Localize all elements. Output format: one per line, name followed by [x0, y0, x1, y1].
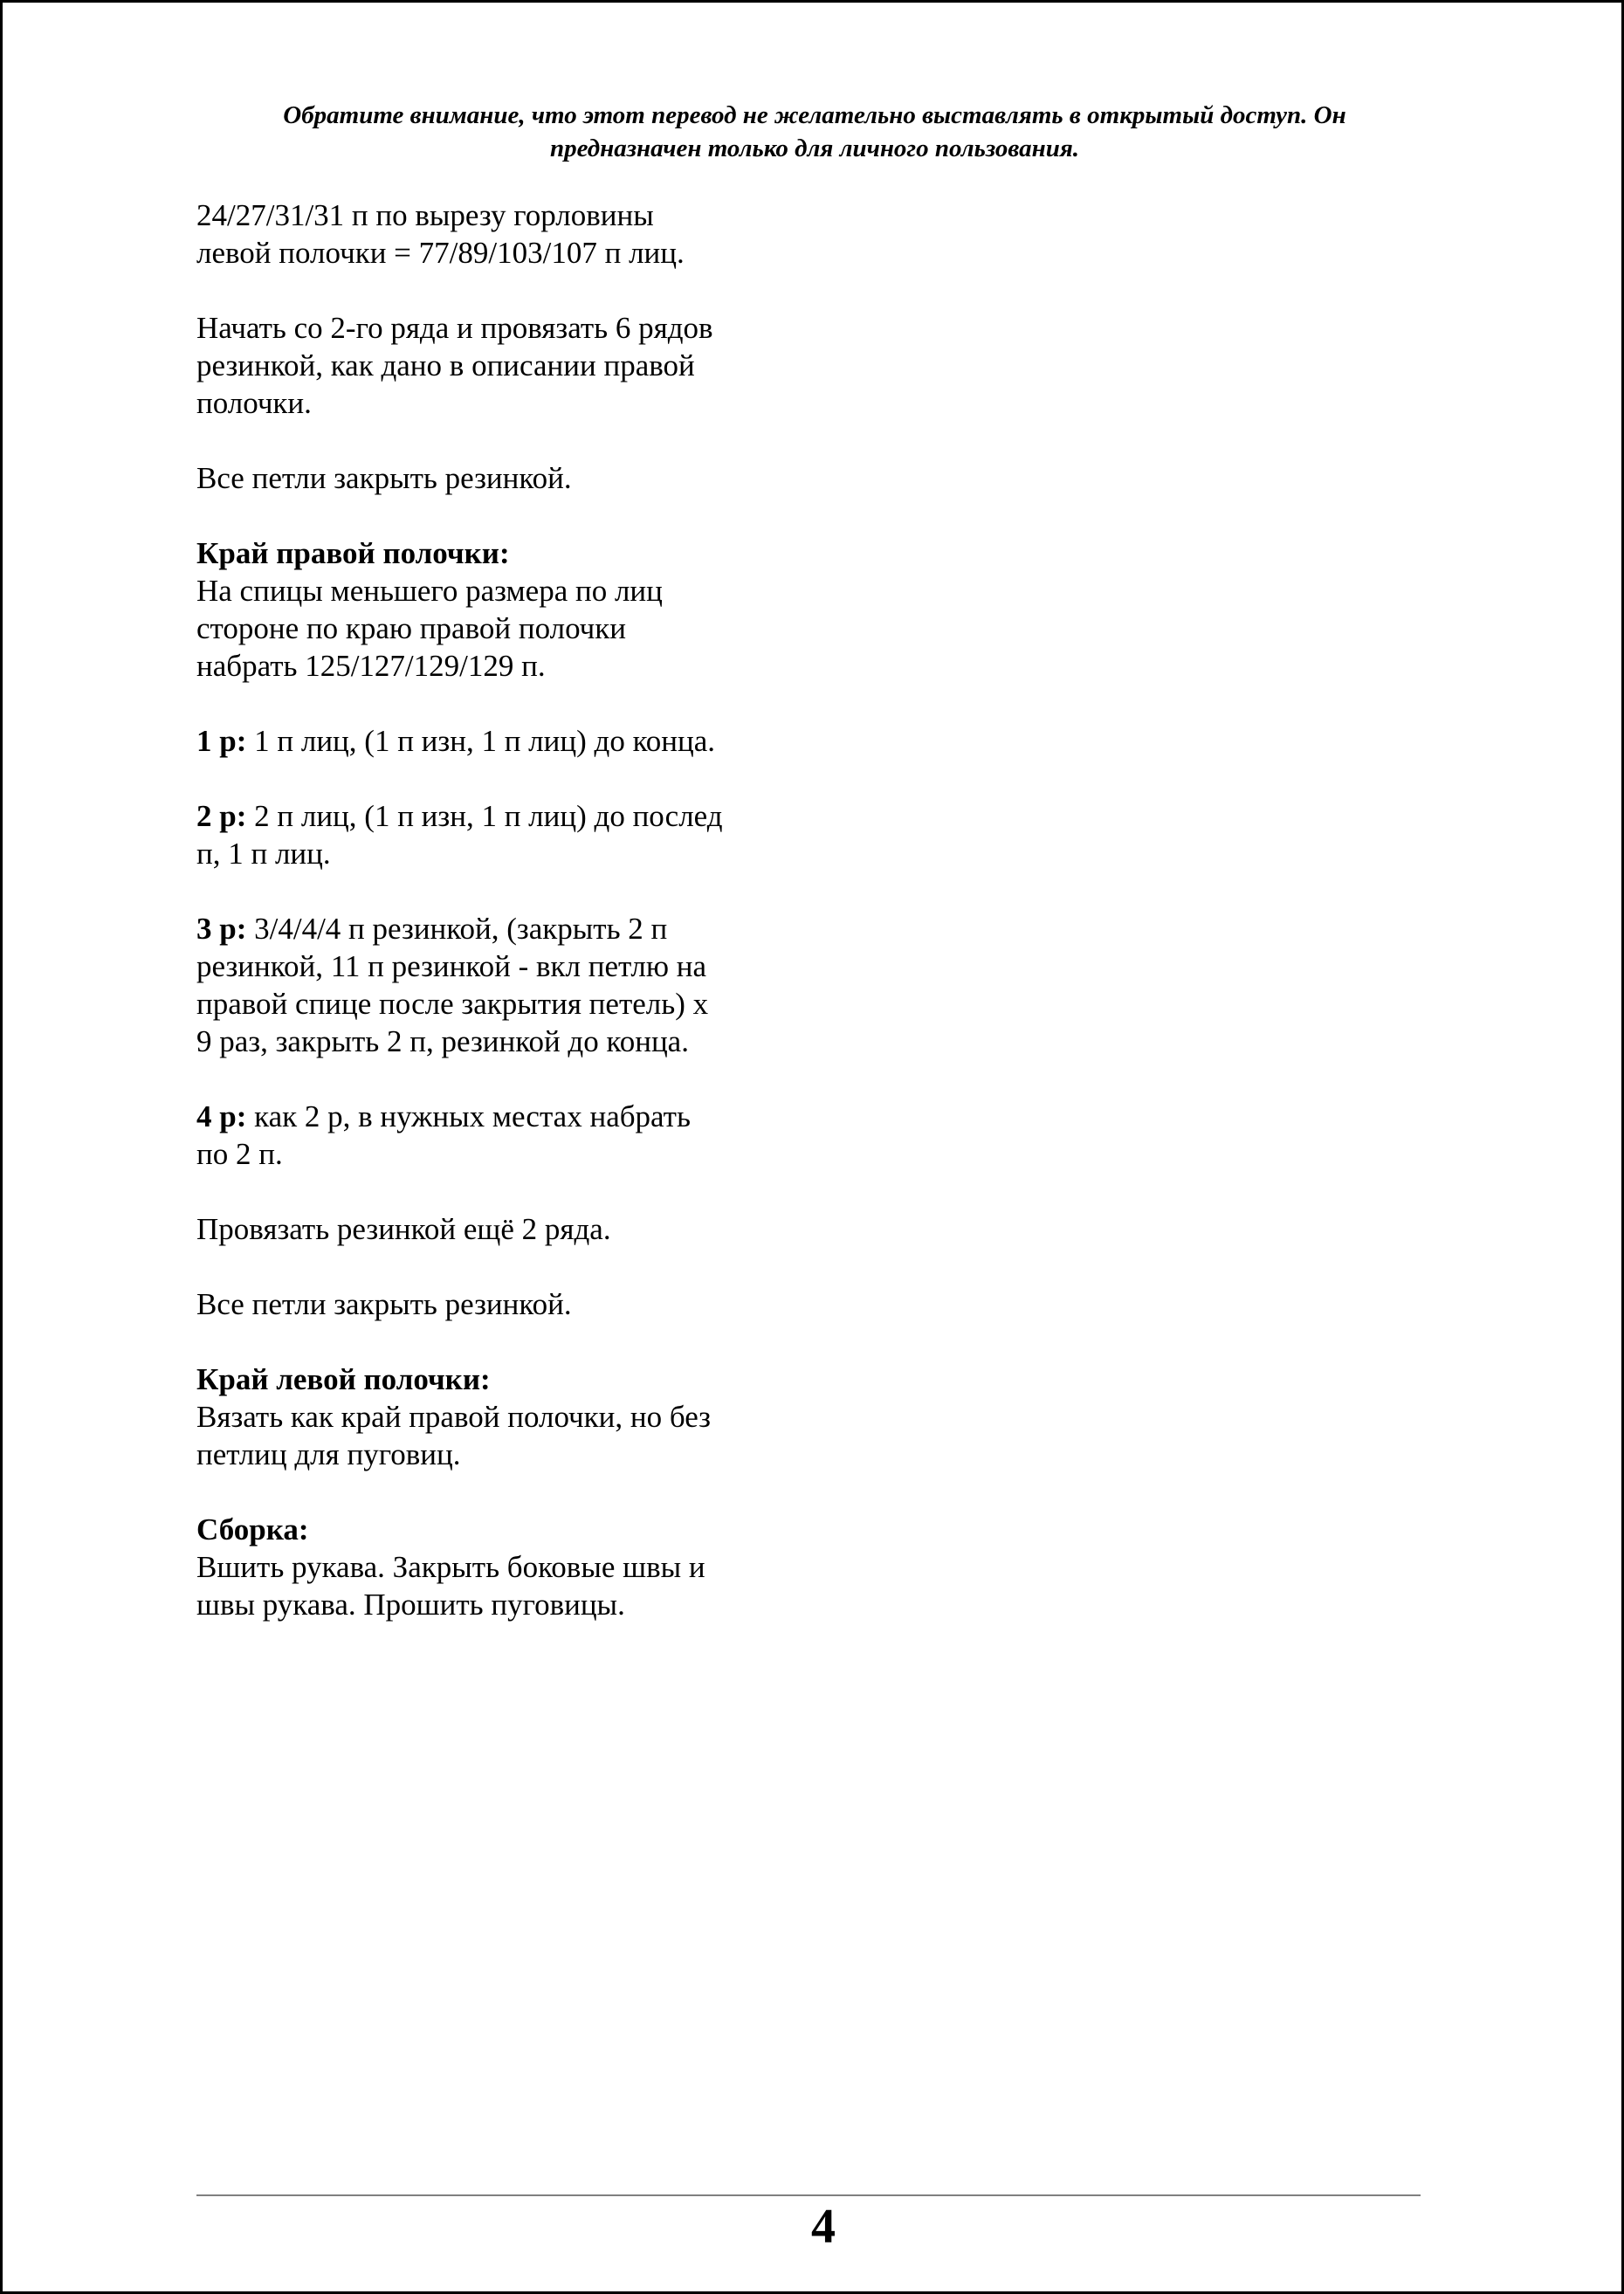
- text-line: петлиц для пуговиц.: [196, 1437, 461, 1471]
- paragraph-neckline: [196, 196, 808, 272]
- section-heading: Край правой полочки:: [196, 536, 510, 570]
- paragraph-rib-rows: [196, 309, 808, 422]
- text-line: швы рукава. Прошить пуговицы.: [196, 1588, 625, 1622]
- text-line: левой полочки = 77/89/103/107 п лиц.: [196, 236, 685, 270]
- text-line: 24/27/31/31 п по вырезу горловины: [196, 198, 654, 232]
- row-text: 1 п лиц, (1 п изн, 1 п лиц) до конца.: [246, 724, 716, 758]
- row-2-instruction: [196, 797, 808, 872]
- row-label: 1 р:: [196, 724, 247, 758]
- row-4-instruction: [196, 1098, 808, 1173]
- notice-line-1: Обратите внимание, что этот перевод не желательно выставлять в открытый доступ. Он: [283, 101, 1346, 129]
- text-line: резинкой, 11 п резинкой - вкл петлю на: [196, 949, 707, 983]
- text-line: п, 1 п лиц.: [196, 837, 331, 871]
- paragraph-bind-off-2: Все петли закрыть резинкой.: [196, 1287, 572, 1321]
- row-3-instruction: [196, 910, 808, 1060]
- text-line: стороне по краю правой полочки: [196, 611, 626, 645]
- text-line: полочки.: [196, 386, 312, 420]
- section-heading: Край левой полочки:: [196, 1362, 491, 1396]
- row-label: 2 р:: [196, 799, 247, 833]
- pattern-text: [196, 196, 808, 1661]
- text-line: резинкой, как дано в описании правой: [196, 348, 695, 382]
- section-assembly: [196, 1511, 808, 1623]
- row-text: 3/4/4/4 п резинкой, (закрыть 2 п: [246, 912, 668, 946]
- row-1-instruction: [196, 722, 808, 760]
- section-heading: Сборка:: [196, 1512, 309, 1547]
- row-text: как 2 р, в нужных местах набрать: [246, 1099, 691, 1133]
- section-right-front-edge: [196, 534, 808, 685]
- paragraph-bind-off: Все петли закрыть резинкой.: [196, 461, 572, 495]
- translation-notice: [195, 99, 1435, 165]
- row-label: 3 р:: [196, 912, 247, 946]
- section-left-front-edge: [196, 1361, 808, 1473]
- paragraph-extra-rows: Провязать резинкой ещё 2 ряда.: [196, 1212, 611, 1246]
- text-line: набрать 125/127/129/129 п.: [196, 649, 546, 683]
- text-line: по 2 п.: [196, 1137, 283, 1171]
- text-line: правой спице после закрытия петель) х: [196, 987, 709, 1021]
- notice-line-2: предназначен только для личного пользования.: [549, 134, 1080, 162]
- text-line: На спицы меньшего размера по лиц: [196, 574, 663, 608]
- text-line: Вязать как край правой полочки, но без: [196, 1400, 712, 1434]
- text-line: 9 раз, закрыть 2 п, резинкой до конца.: [196, 1024, 689, 1058]
- page-number: 4: [811, 2200, 836, 2254]
- row-text: 2 п лиц, (1 п изн, 1 п лиц) до послед: [246, 799, 723, 833]
- text-line: Начать со 2-го ряда и провязать 6 рядов: [196, 311, 713, 345]
- text-line: Вшить рукава. Закрыть боковые швы и: [196, 1550, 705, 1584]
- row-label: 4 р:: [196, 1099, 247, 1133]
